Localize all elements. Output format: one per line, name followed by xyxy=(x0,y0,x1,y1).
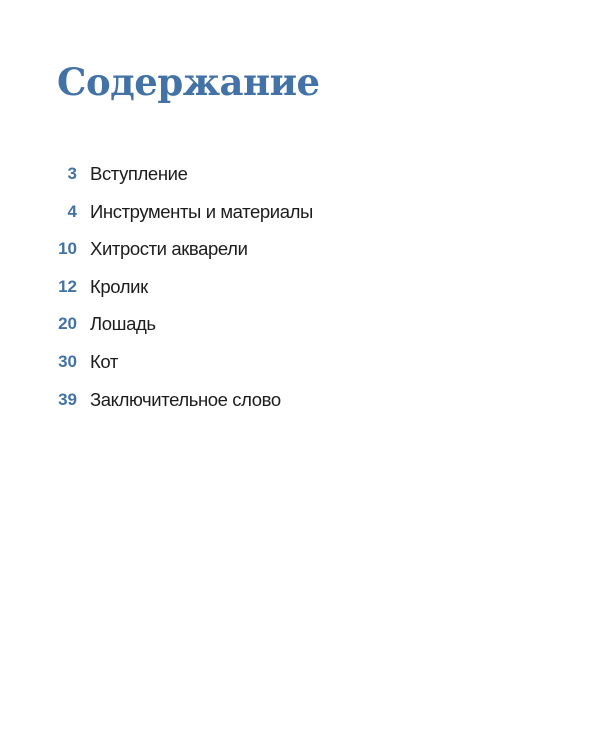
entry-title: Вступление xyxy=(90,163,188,184)
entry-title: Заключительное слово xyxy=(90,388,281,410)
page-number: 4 xyxy=(67,201,77,221)
entry-title: Кот xyxy=(90,350,118,372)
toc-entry-tools-materials[interactable] xyxy=(0,193,600,231)
page-number: 3 xyxy=(67,164,77,183)
entry-title: Хитрости акварели xyxy=(90,238,248,260)
toc-entry-watercolor-tricks[interactable] xyxy=(0,230,600,268)
page-number: 12 xyxy=(58,276,77,296)
toc-entry-afterword[interactable] xyxy=(0,381,600,419)
toc-list xyxy=(0,155,600,418)
toc-entry-rabbit[interactable] xyxy=(0,268,600,306)
toc-entry-introduction[interactable] xyxy=(0,155,600,193)
toc-entry-horse[interactable] xyxy=(0,305,600,343)
page-number: 20 xyxy=(58,314,77,334)
entry-title: Кролик xyxy=(90,275,148,297)
toc-entry-cat[interactable] xyxy=(0,343,600,381)
page-number: 39 xyxy=(58,389,77,409)
page-number: 30 xyxy=(58,351,77,371)
entry-title: Лошадь xyxy=(90,313,156,335)
entry-title: Инструменты и материалы xyxy=(90,200,313,222)
page-title: Содержание xyxy=(57,60,320,104)
page-number: 10 xyxy=(58,239,77,259)
